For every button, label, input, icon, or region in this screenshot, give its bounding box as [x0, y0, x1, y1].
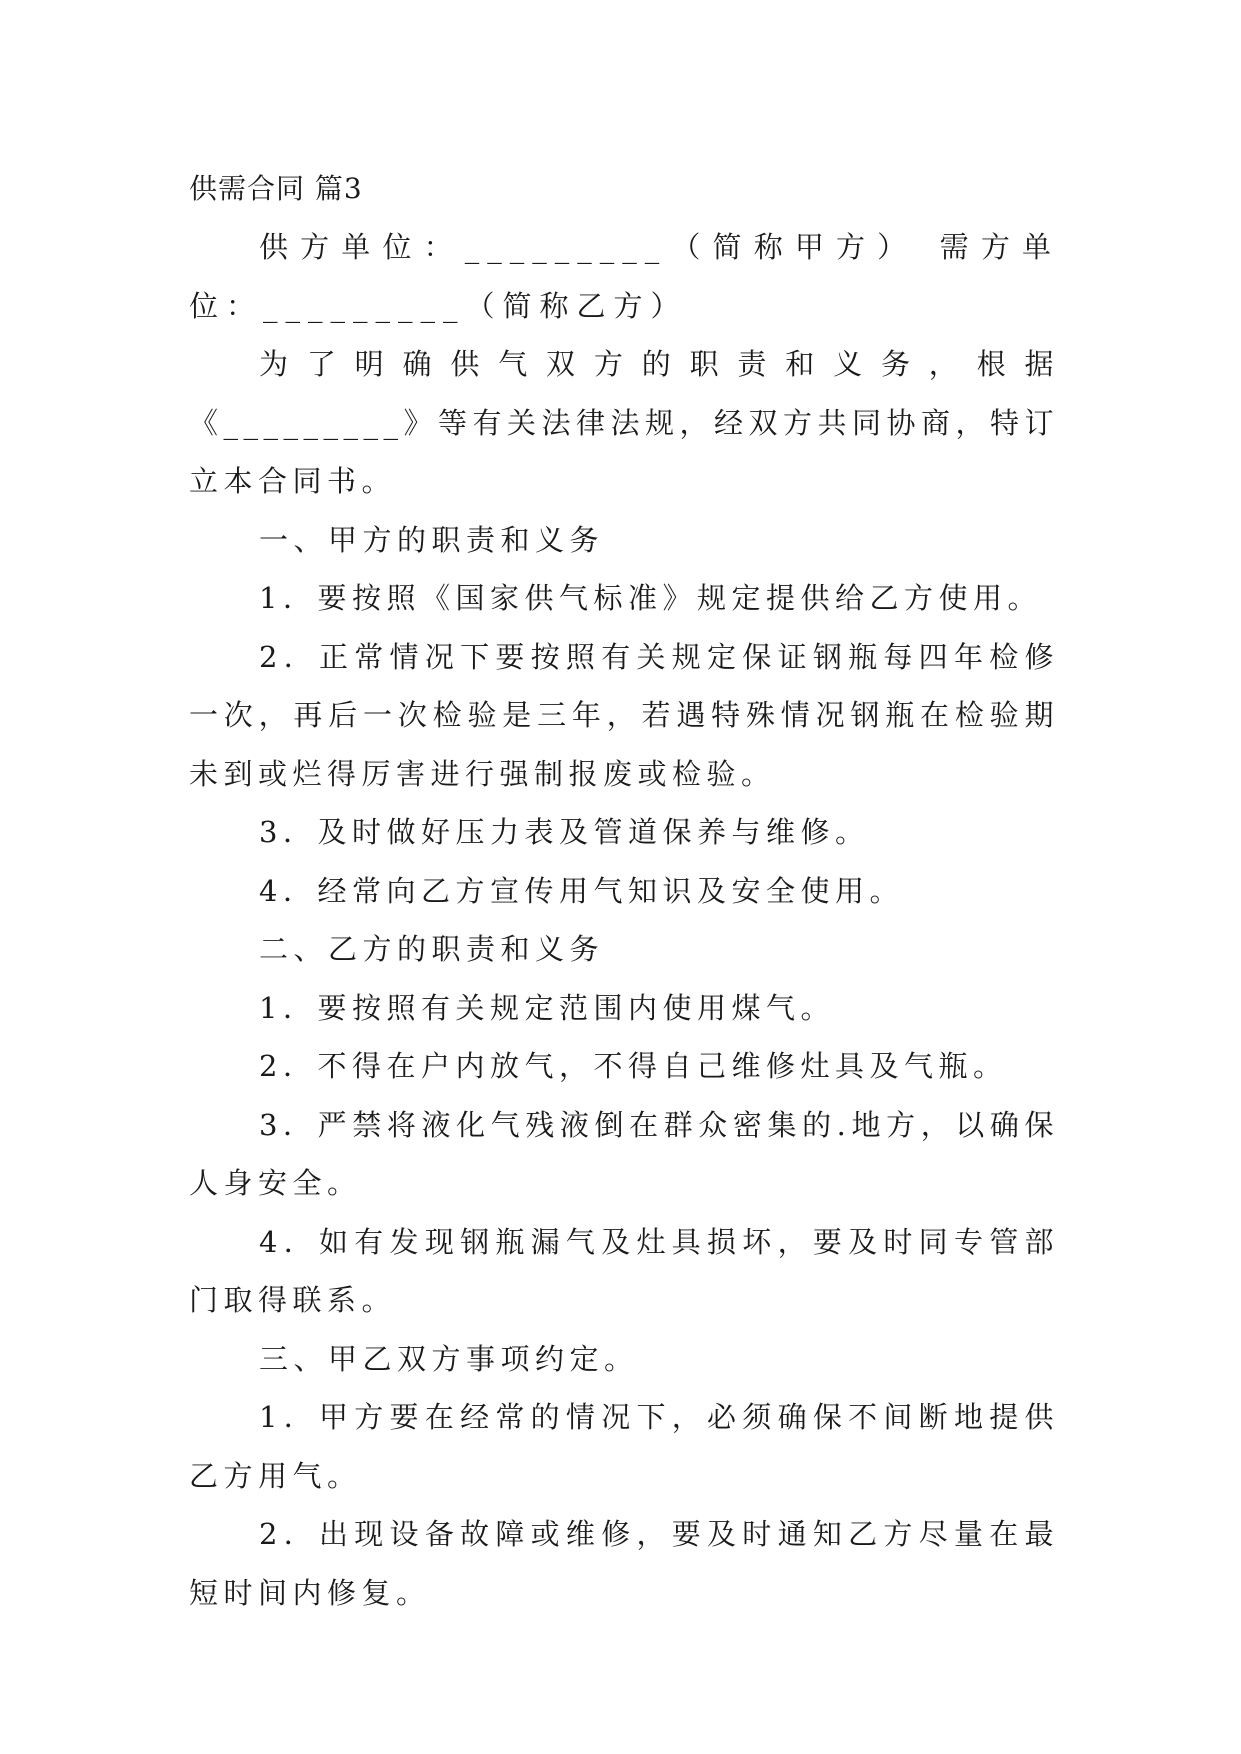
clause-b-3: 3．严禁将液化气残液倒在群众密集的.地方，以确保人身安全。	[189, 1107, 1059, 1200]
clause-a-1: 1．要按照《国家供气标准》规定提供给乙方使用。	[259, 581, 1042, 615]
clause-a-2: 2．正常情况下要按照有关规定保证钢瓶每四年检修一次，再后一次检验是三年，若遇特殊情况钢瓶在检验期未到或烂得厉害进行强制报废或检验。	[189, 639, 1059, 791]
document-title: 供需合同 篇3	[189, 172, 363, 205]
paragraph-parties: 供方单位：_________（简称甲方） 需方单位：_________（简称乙方）	[189, 230, 1059, 323]
paragraph-preamble: 为了明确供气双方的职责和义务，根据《_________》等有关法律法规，经双方共同协商，特订立本合同书。	[189, 347, 1060, 498]
section-heading-mutual: 三、甲乙双方事项约定。	[259, 1341, 639, 1376]
clause-b-1: 1．要按照有关规定范围内使用煤气。	[259, 990, 835, 1025]
clause-c-1: 1．甲方要在经常的情况下，必须确保不间断地提供乙方用气。	[189, 1400, 1059, 1493]
clause-b-4: 4．如有发现钢瓶漏气及灶具损坏，要及时同专管部门取得联系。	[189, 1224, 1059, 1317]
section-heading-party-b: 二、乙方的职责和义务	[259, 932, 605, 966]
clause-b-2: 2．不得在户内放气，不得自己维修灶具及气瓶。	[259, 1049, 1008, 1083]
clause-c-2: 2．出现设备故障或维修，要及时通知乙方尽量在最短时间内修复。	[189, 1517, 1059, 1610]
document-page	[189, 160, 1059, 1622]
clause-a-3: 3．及时做好压力表及管道保养与维修。	[259, 815, 870, 849]
clause-a-4: 4．经常向乙方宣传用气知识及安全使用。	[259, 873, 904, 908]
section-heading-party-a: 一、甲方的职责和义务	[259, 522, 605, 557]
